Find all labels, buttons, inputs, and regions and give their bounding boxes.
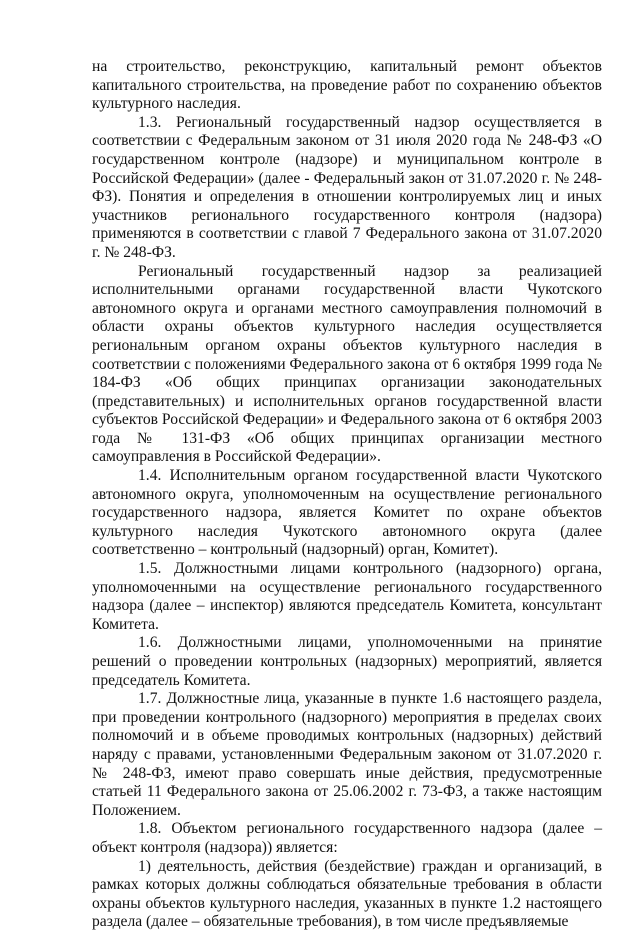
paragraph: 1.8. Объектом регионального государственного надзора (далее – объект контроля (надзора)) является: bbox=[92, 820, 602, 856]
paragraph: 1.6. Должностными лицами, уполномоченными на принятие решений о проведении контрольных (надзорных) мероприятий, является председатель Комитета. bbox=[92, 634, 602, 689]
paragraph: 1.7. Должностные лица, указанные в пункте 1.6 настоящего раздела, при проведении контрольного (надзорного) мероприятия в пределах своих полномочий и в объеме проводимых контрольных (надзорных) действий наряду с правами, установленными Федеральным законом от 31.07.2020 г. № 248-ФЗ, имеют право совершать иные действия, предусмотренные статьей 11 Федерального закона от 25.06.2002 г. 73-ФЗ, а также настоящим Положением. bbox=[92, 690, 602, 819]
paragraph: на строительство, реконструкцию, капитальный ремонт объектов капитального строительства, на проведение работ по сохранению объектов культурного наследия. bbox=[92, 58, 602, 113]
paragraph: 1.4. Исполнительным органом государственной власти Чукотского автономного округа, уполномоченным на осуществление регионального государственного надзора, является Комитет по охране объектов культурного наследия Чукотского автономного округа (далее соответственно – контрольный (надзорный) орган, Комитет). bbox=[92, 467, 602, 559]
paragraph: 1.5. Должностными лицами контрольного (надзорного) органа, уполномоченными на осуществление регионального государственного надзора (далее – инспектор) являются председатель Комитета, консультант Комитета. bbox=[92, 560, 602, 633]
paragraph: Региональный государственный надзор за реализацией исполнительными органами государственной власти Чукотского автономного округа и органами местного самоуправления полномочий в области охраны объектов культурного наследия осуществляется региональным органом охраны объектов культурного наследия в соответствии с положениями Федерального закона от 6 октября 1999 года № 184-ФЗ «Об общих принципах организации законодательных (представительных) и исполнительных органов государственной власти субъектов Российской Федерации» и Федерального закона от 6 октября 2003 года № 131-ФЗ «Об общих принципах организации местного самоуправления в Российской Федерации». bbox=[92, 262, 602, 466]
paragraph: 1) деятельность, действия (бездействие) граждан и организаций, в рамках которых должны соблюдаться обязательные требования в области охраны объектов культурного наследия, указанных в пункте 1.2 настоящего раздела (далее – обязательные требования), в том числе предъявляемые bbox=[92, 857, 602, 931]
paragraph: 1.3. Региональный государственный надзор осуществляется в соответствии с Федеральным законом от 31 июля 2020 года № 248-ФЗ «О государственном контроле (надзоре) и муниципальном контроле в Российской Федерации» (далее - Федеральный закон от 31.07.2020 г. № 248-ФЗ). Понятия и определения в отношении контролируемых лиц и иных участников регионального государственного контроля (надзора) применяются в соответствии с главой 7 Федерального закона от 31.07.2020 г. № 248-ФЗ. bbox=[92, 113, 602, 261]
